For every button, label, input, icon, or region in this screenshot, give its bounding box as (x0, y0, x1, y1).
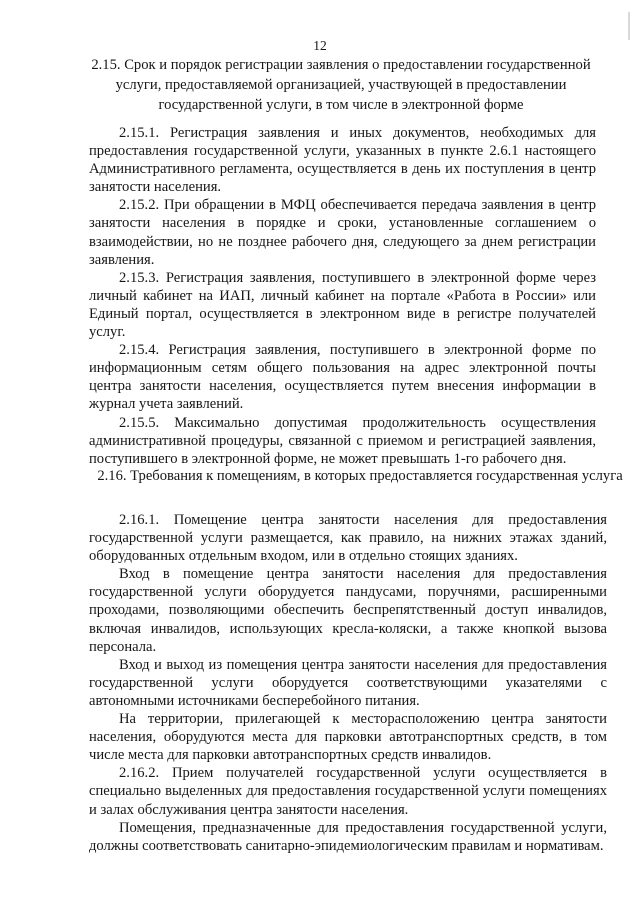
paragraph-2-15-1: 2.15.1. Регистрация заявления и иных документов, необходимых для предоставления государственной услуги, указанных в пункте 2.6.1 настоящего Административного регламента, осуществляется в день их поступления в центр занятости населения. (89, 125, 596, 196)
section-2-15-body (89, 124, 596, 468)
paragraph-2-15-4: 2.15.4. Регистрация заявления, поступившего в электронной форме по информационным сетям общего пользования на адрес электронной почты центра занятости населения, осуществляется путем внесения информации в журнал учета заявлений. (89, 342, 596, 413)
paragraph-entrance-signs: Вход и выход из помещения центра занятости населения для предоставления государственной услуги оборудуется соответствующими указателями с автономными источниками бесперебойного питания. (89, 656, 607, 709)
paragraph-2-15-5: 2.15.5. Максимально допустимая продолжительность осуществления административной процедуры, связанной с приемом и регистрацией заявления, поступившего в электронной форме, не может превышать 1-го рабочего дня. (89, 414, 596, 467)
paragraph-parking: На территории, прилегающей к месторасположению центра занятости населения, оборудуются места для парковки автотранспортных средств, в том числе места для парковки автотранспортных средств инвалидов. (89, 711, 607, 764)
paragraph-2-16-2: 2.16.2. Прием получателей государственной услуги осуществляется в специально выделенных для предоставления государственной услуги помещениях и залах обслуживания центра занятости населения. (89, 765, 607, 818)
section-2-16-heading: 2.16. Требования к помещениям, в которых предоставляется государственная услуга (97, 468, 623, 484)
paragraph-entrance-equipment: Вход в помещение центра занятости населения для предоставления государственной услуги оборудуется пандусами, поручнями, расширенными проходами, позволяющими обеспечить беспрепятственный доступ инвалидов, включая инвалидов, использующих кресла-коляски, а также кнопкой вызова персонала. (89, 566, 607, 655)
page-number: 12 (313, 38, 327, 53)
section-2-16-body (89, 511, 607, 855)
paragraph-2-16-1: 2.16.1. Помещение центра занятости населения для предоставления государственной услуги размещается, как правило, на нижних этажах зданий, оборудованных отдельным входом, или в отдельно стоящих зданиях. (89, 512, 607, 565)
section-2-16-heading-block (84, 467, 636, 486)
section-2-15-heading: 2.15. Срок и порядок регистрации заявления о предоставлении государственной услуги, предоставляемой организацией, участвующей в предоставлении государственной услуги, в том числе в электронной форме (91, 57, 591, 113)
scan-edge-mark (628, 12, 630, 40)
paragraph-2-15-2: 2.15.2. При обращении в МФЦ обеспечивается передача заявления в центр занятости населения в порядке и сроки, установленные соглашением о взаимодействии, но не позднее рабочего дня, следующего за днем регистрации заявления. (89, 197, 596, 268)
paragraph-2-15-3: 2.15.3. Регистрация заявления, поступившего в электронной форме через личный кабинет на ИАП, личный кабинет на портале «Работа в России» или Единый портал, осуществляется в электронном виде в регистре получателей услуг. (89, 269, 596, 341)
section-2-15-heading-block (84, 56, 598, 115)
paragraph-sanitary-norms: Помещения, предназначенные для предоставления государственной услуги, должны соответствовать санитарно-эпидемиологическим правилам и нормативам. (89, 819, 607, 854)
